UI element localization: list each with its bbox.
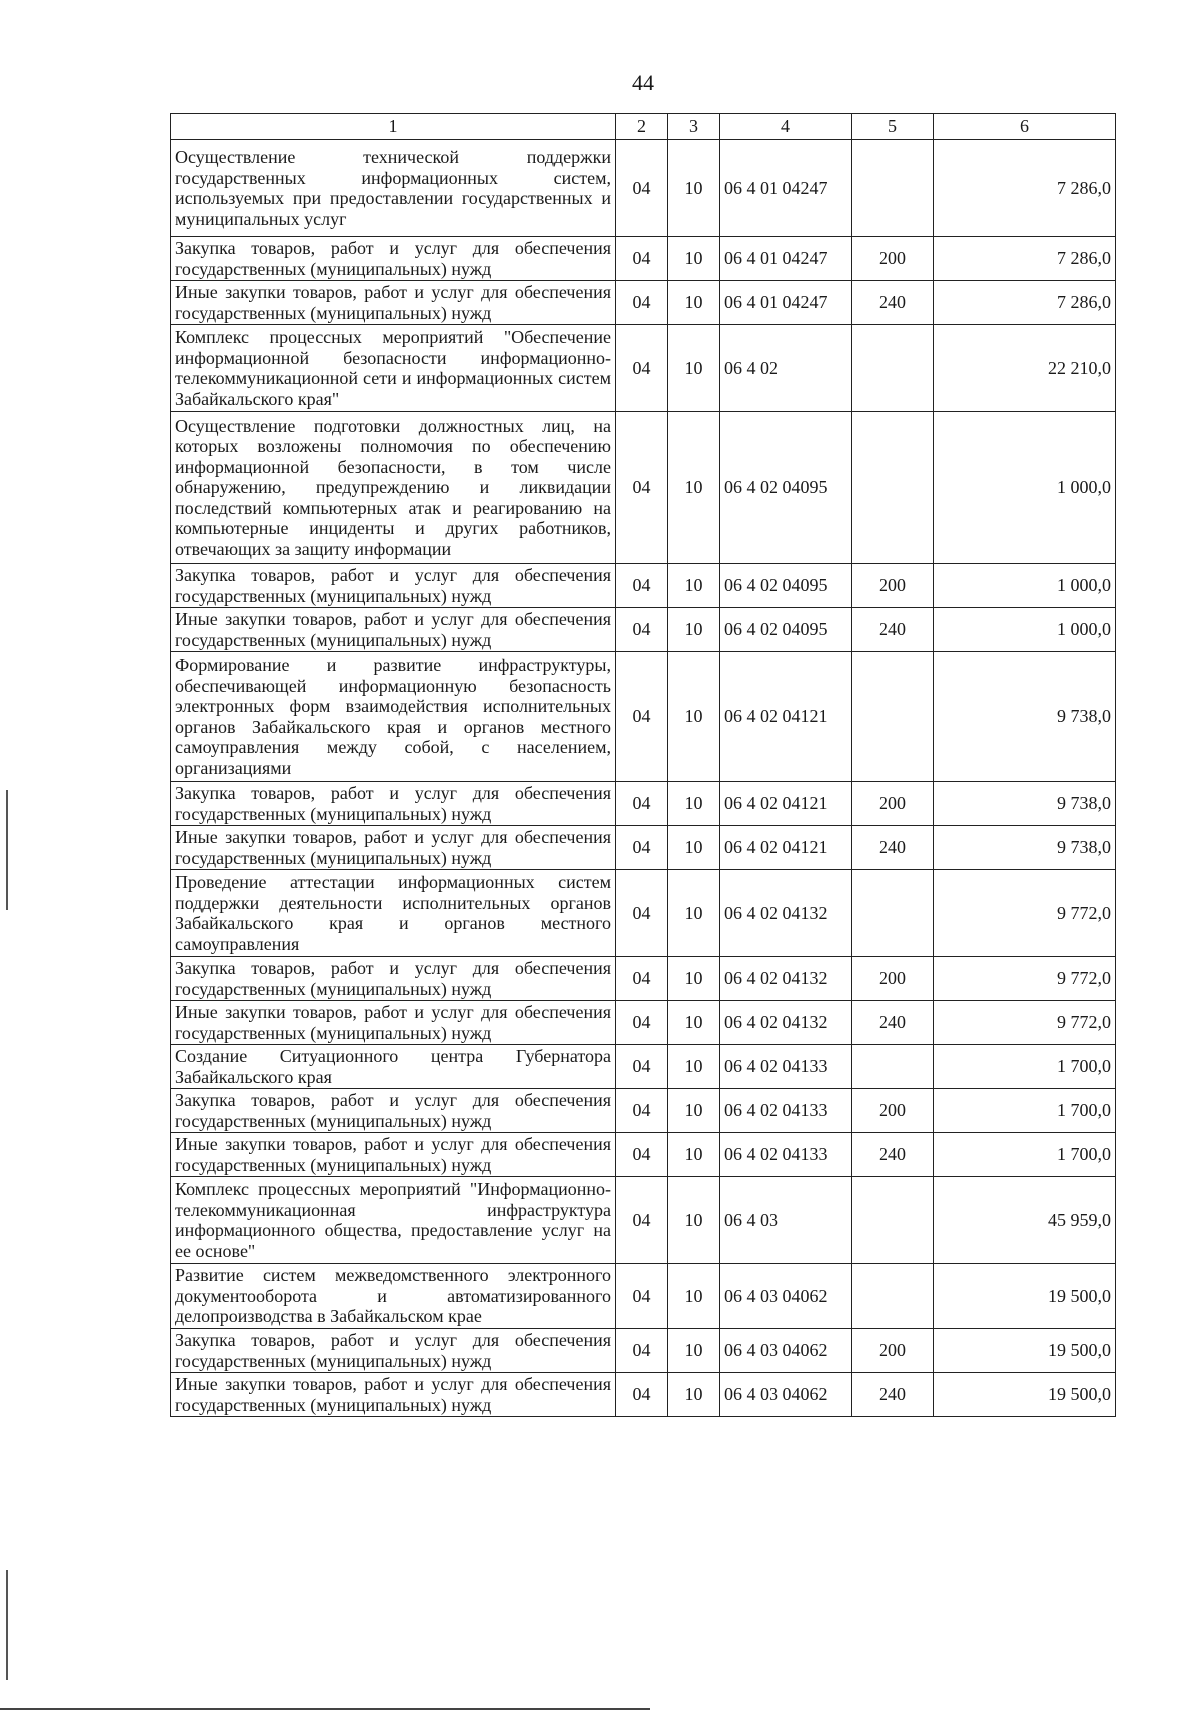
row-type-cell: 200 bbox=[852, 564, 934, 608]
row-section-cell: 04 bbox=[616, 826, 668, 870]
row-code-cell: 06 4 02 04132 bbox=[720, 870, 852, 957]
table-row bbox=[171, 826, 1116, 870]
row-type-cell: 200 bbox=[852, 957, 934, 1001]
row-type-cell bbox=[852, 325, 934, 412]
row-section-cell: 04 bbox=[616, 870, 668, 957]
row-code-cell: 06 4 01 04247 bbox=[720, 140, 852, 237]
row-name-cell: Закупка товаров, работ и услуг для обеспечения государственных (муниципальных) нужд bbox=[171, 782, 616, 826]
page-number: 44 bbox=[632, 70, 654, 95]
row-sum-cell: 9 738,0 bbox=[934, 782, 1116, 826]
header-row bbox=[171, 114, 1116, 140]
table-row bbox=[171, 957, 1116, 1001]
row-sum-cell: 1 000,0 bbox=[934, 412, 1116, 564]
row-section-cell: 04 bbox=[616, 281, 668, 325]
row-sum-cell: 19 500,0 bbox=[934, 1329, 1116, 1373]
row-type-cell bbox=[852, 1264, 934, 1329]
row-type-cell bbox=[852, 1177, 934, 1264]
row-name-cell: Закупка товаров, работ и услуг для обеспечения государственных (муниципальных) нужд bbox=[171, 1089, 616, 1133]
table-row bbox=[171, 1045, 1116, 1089]
scan-bottom-rule bbox=[0, 1708, 650, 1710]
row-type-cell: 200 bbox=[852, 237, 934, 281]
row-name-cell: Развитие систем межведомственного электронного документооборота и автоматизированного делопроизводства в Забайкальском крае bbox=[171, 1264, 616, 1329]
row-code-cell: 06 4 02 04132 bbox=[720, 957, 852, 1001]
row-subsection-cell: 10 bbox=[668, 870, 720, 957]
row-name-cell: Иные закупки товаров, работ и услуг для обеспечения государственных (муниципальных) нужд bbox=[171, 608, 616, 652]
table-body bbox=[171, 140, 1116, 1417]
table-header bbox=[171, 114, 1116, 140]
row-sum-cell: 9 772,0 bbox=[934, 1001, 1116, 1045]
row-name-cell: Осуществление технической поддержки государственных информационных систем, используемых при предоставлении государственных и муниципальных услуг bbox=[171, 140, 616, 237]
row-type-cell: 240 bbox=[852, 826, 934, 870]
row-type-cell bbox=[852, 1045, 934, 1089]
table-row bbox=[171, 1177, 1116, 1264]
row-name-cell: Проведение аттестации информационных систем поддержки деятельности исполнительных органов Забайкальского края и органов местного самоуправления bbox=[171, 870, 616, 957]
table-row bbox=[171, 608, 1116, 652]
row-subsection-cell: 10 bbox=[668, 652, 720, 782]
row-sum-cell: 1 000,0 bbox=[934, 608, 1116, 652]
row-name-cell: Закупка товаров, работ и услуг для обеспечения государственных (муниципальных) нужд bbox=[171, 957, 616, 1001]
row-section-cell: 04 bbox=[616, 564, 668, 608]
row-type-cell: 200 bbox=[852, 1089, 934, 1133]
row-name-cell: Иные закупки товаров, работ и услуг для обеспечения государственных (муниципальных) нужд bbox=[171, 281, 616, 325]
row-subsection-cell: 10 bbox=[668, 957, 720, 1001]
row-subsection-cell: 10 bbox=[668, 1133, 720, 1177]
row-code-cell: 06 4 02 04121 bbox=[720, 782, 852, 826]
row-type-cell: 200 bbox=[852, 1329, 934, 1373]
row-type-cell: 200 bbox=[852, 782, 934, 826]
row-name-cell: Иные закупки товаров, работ и услуг для обеспечения государственных (муниципальных) нужд bbox=[171, 826, 616, 870]
row-section-cell: 04 bbox=[616, 1089, 668, 1133]
row-subsection-cell: 10 bbox=[668, 237, 720, 281]
budget-table bbox=[170, 113, 1116, 1417]
row-subsection-cell: 10 bbox=[668, 1373, 720, 1417]
row-section-cell: 04 bbox=[616, 325, 668, 412]
row-sum-cell: 9 772,0 bbox=[934, 957, 1116, 1001]
row-subsection-cell: 10 bbox=[668, 1089, 720, 1133]
row-section-cell: 04 bbox=[616, 1329, 668, 1373]
row-section-cell: 04 bbox=[616, 1264, 668, 1329]
row-code-cell: 06 4 02 04095 bbox=[720, 412, 852, 564]
row-sum-cell: 19 500,0 bbox=[934, 1373, 1116, 1417]
row-section-cell: 04 bbox=[616, 957, 668, 1001]
table-row bbox=[171, 412, 1116, 564]
row-section-cell: 04 bbox=[616, 1045, 668, 1089]
row-subsection-cell: 10 bbox=[668, 1001, 720, 1045]
row-section-cell: 04 bbox=[616, 1177, 668, 1264]
scan-margin-mark bbox=[6, 790, 8, 910]
row-subsection-cell: 10 bbox=[668, 826, 720, 870]
row-code-cell: 06 4 03 04062 bbox=[720, 1264, 852, 1329]
row-name-cell: Закупка товаров, работ и услуг для обеспечения государственных (муниципальных) нужд bbox=[171, 237, 616, 281]
row-subsection-cell: 10 bbox=[668, 1264, 720, 1329]
row-code-cell: 06 4 02 04095 bbox=[720, 608, 852, 652]
row-code-cell: 06 4 02 bbox=[720, 325, 852, 412]
row-code-cell: 06 4 03 04062 bbox=[720, 1373, 852, 1417]
row-section-cell: 04 bbox=[616, 608, 668, 652]
table-row bbox=[171, 564, 1116, 608]
row-code-cell: 06 4 02 04121 bbox=[720, 826, 852, 870]
row-section-cell: 04 bbox=[616, 782, 668, 826]
row-sum-cell: 22 210,0 bbox=[934, 325, 1116, 412]
row-type-cell: 240 bbox=[852, 281, 934, 325]
row-name-cell: Иные закупки товаров, работ и услуг для обеспечения государственных (муниципальных) нужд bbox=[171, 1133, 616, 1177]
table-row bbox=[171, 1329, 1116, 1373]
header-col-6: 6 bbox=[934, 114, 1116, 140]
row-code-cell: 06 4 02 04132 bbox=[720, 1001, 852, 1045]
row-name-cell: Комплекс процессных мероприятий "Информационно-телекоммуникационная инфраструктура информационного общества, предоставление услуг на ее основе" bbox=[171, 1177, 616, 1264]
table-row bbox=[171, 1133, 1116, 1177]
row-name-cell: Создание Ситуационного центра Губернатора Забайкальского края bbox=[171, 1045, 616, 1089]
table-row bbox=[171, 281, 1116, 325]
row-code-cell: 06 4 02 04095 bbox=[720, 564, 852, 608]
row-section-cell: 04 bbox=[616, 140, 668, 237]
table-row bbox=[171, 325, 1116, 412]
row-sum-cell: 45 959,0 bbox=[934, 1177, 1116, 1264]
table-row bbox=[171, 1089, 1116, 1133]
table-row bbox=[171, 870, 1116, 957]
table-row bbox=[171, 1001, 1116, 1045]
row-subsection-cell: 10 bbox=[668, 1045, 720, 1089]
row-code-cell: 06 4 02 04133 bbox=[720, 1045, 852, 1089]
row-code-cell: 06 4 01 04247 bbox=[720, 237, 852, 281]
row-code-cell: 06 4 01 04247 bbox=[720, 281, 852, 325]
row-sum-cell: 9 772,0 bbox=[934, 870, 1116, 957]
row-subsection-cell: 10 bbox=[668, 1177, 720, 1264]
row-sum-cell: 1 000,0 bbox=[934, 564, 1116, 608]
row-subsection-cell: 10 bbox=[668, 1329, 720, 1373]
row-section-cell: 04 bbox=[616, 1133, 668, 1177]
row-sum-cell: 7 286,0 bbox=[934, 281, 1116, 325]
scan-margin-mark bbox=[6, 1570, 8, 1680]
header-col-4: 4 bbox=[720, 114, 852, 140]
row-subsection-cell: 10 bbox=[668, 325, 720, 412]
row-code-cell: 06 4 02 04121 bbox=[720, 652, 852, 782]
row-subsection-cell: 10 bbox=[668, 281, 720, 325]
header-col-3: 3 bbox=[668, 114, 720, 140]
row-subsection-cell: 10 bbox=[668, 412, 720, 564]
row-sum-cell: 9 738,0 bbox=[934, 826, 1116, 870]
row-name-cell: Иные закупки товаров, работ и услуг для обеспечения государственных (муниципальных) нужд bbox=[171, 1001, 616, 1045]
table-row bbox=[171, 140, 1116, 237]
row-section-cell: 04 bbox=[616, 237, 668, 281]
row-type-cell: 240 bbox=[852, 1001, 934, 1045]
row-sum-cell: 1 700,0 bbox=[934, 1089, 1116, 1133]
row-sum-cell: 1 700,0 bbox=[934, 1133, 1116, 1177]
header-col-5: 5 bbox=[852, 114, 934, 140]
row-code-cell: 06 4 03 bbox=[720, 1177, 852, 1264]
row-sum-cell: 1 700,0 bbox=[934, 1045, 1116, 1089]
row-name-cell: Закупка товаров, работ и услуг для обеспечения государственных (муниципальных) нужд bbox=[171, 564, 616, 608]
row-name-cell: Осуществление подготовки должностных лиц, на которых возложены полномочия по обеспечению информационной безопасности, в том числе обнаружению, предупреждению и ликвидации последствий компьютерных атак и реагированию на компьютерные инциденты и других работников, отвечающих за защиту информации bbox=[171, 412, 616, 564]
row-type-cell bbox=[852, 652, 934, 782]
row-sum-cell: 19 500,0 bbox=[934, 1264, 1116, 1329]
row-name-cell: Закупка товаров, работ и услуг для обеспечения государственных (муниципальных) нужд bbox=[171, 1329, 616, 1373]
row-subsection-cell: 10 bbox=[668, 782, 720, 826]
row-type-cell: 240 bbox=[852, 1133, 934, 1177]
row-type-cell bbox=[852, 412, 934, 564]
row-section-cell: 04 bbox=[616, 1001, 668, 1045]
row-code-cell: 06 4 02 04133 bbox=[720, 1089, 852, 1133]
table-row bbox=[171, 1264, 1116, 1329]
row-sum-cell: 7 286,0 bbox=[934, 140, 1116, 237]
row-subsection-cell: 10 bbox=[668, 140, 720, 237]
row-section-cell: 04 bbox=[616, 412, 668, 564]
row-section-cell: 04 bbox=[616, 652, 668, 782]
row-name-cell: Комплекс процессных мероприятий "Обеспечение информационной безопасности информационно-телекоммуникационной сети и информационных систем Забайкальского края" bbox=[171, 325, 616, 412]
row-sum-cell: 9 738,0 bbox=[934, 652, 1116, 782]
row-type-cell bbox=[852, 140, 934, 237]
row-code-cell: 06 4 03 04062 bbox=[720, 1329, 852, 1373]
table-row bbox=[171, 237, 1116, 281]
table-row bbox=[171, 782, 1116, 826]
row-type-cell: 240 bbox=[852, 608, 934, 652]
row-name-cell: Иные закупки товаров, работ и услуг для обеспечения государственных (муниципальных) нужд bbox=[171, 1373, 616, 1417]
row-section-cell: 04 bbox=[616, 1373, 668, 1417]
row-type-cell: 240 bbox=[852, 1373, 934, 1417]
header-col-2: 2 bbox=[616, 114, 668, 140]
table-row bbox=[171, 1373, 1116, 1417]
row-type-cell bbox=[852, 870, 934, 957]
row-subsection-cell: 10 bbox=[668, 608, 720, 652]
row-code-cell: 06 4 02 04133 bbox=[720, 1133, 852, 1177]
header-col-1: 1 bbox=[171, 114, 616, 140]
table-row bbox=[171, 652, 1116, 782]
row-sum-cell: 7 286,0 bbox=[934, 237, 1116, 281]
row-subsection-cell: 10 bbox=[668, 564, 720, 608]
row-name-cell: Формирование и развитие инфраструктуры, обеспечивающей информационную безопасность электронных форм взаимодействия исполнительных органов Забайкальского края и органов местного самоуправления между собой, с населением, организациями bbox=[171, 652, 616, 782]
